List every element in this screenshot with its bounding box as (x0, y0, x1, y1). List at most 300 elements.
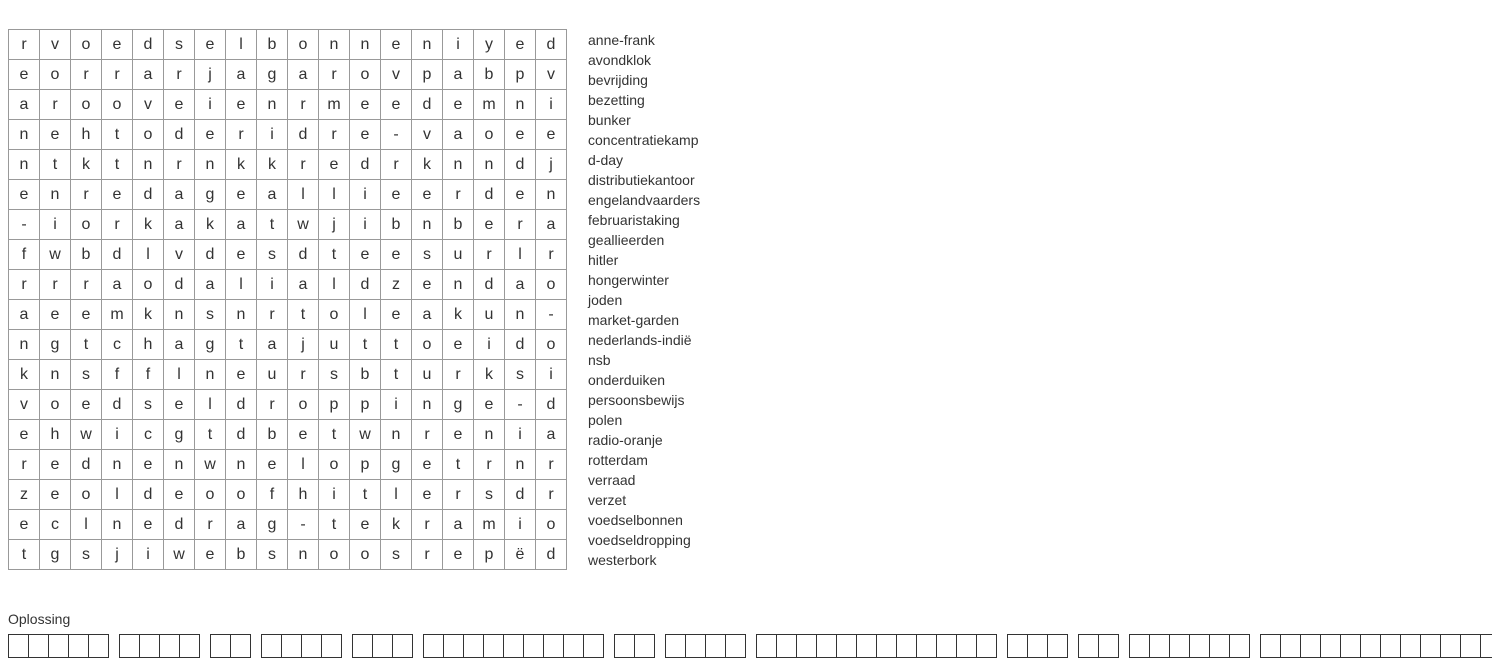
grid-cell[interactable]: f (102, 360, 133, 390)
grid-cell[interactable]: e (226, 180, 257, 210)
grid-cell[interactable]: u (412, 360, 443, 390)
grid-cell[interactable]: k (133, 300, 164, 330)
grid-cell[interactable]: z (9, 480, 40, 510)
grid-cell[interactable]: j (536, 150, 567, 180)
grid-cell[interactable]: n (102, 510, 133, 540)
grid-cell[interactable]: e (443, 90, 474, 120)
grid-cell[interactable]: r (9, 270, 40, 300)
grid-cell[interactable]: d (412, 90, 443, 120)
grid-cell[interactable]: s (505, 360, 536, 390)
grid-cell[interactable]: e (381, 300, 412, 330)
solution-letter-box[interactable] (817, 635, 837, 657)
grid-cell[interactable]: m (319, 90, 350, 120)
grid-cell[interactable]: n (164, 300, 195, 330)
grid-cell[interactable]: e (319, 150, 350, 180)
grid-cell[interactable]: a (164, 210, 195, 240)
grid-cell[interactable]: n (536, 180, 567, 210)
grid-cell[interactable]: g (40, 330, 71, 360)
grid-cell[interactable]: i (195, 90, 226, 120)
solution-letter-box[interactable] (897, 635, 917, 657)
grid-cell[interactable]: l (319, 270, 350, 300)
grid-cell[interactable]: s (381, 540, 412, 570)
grid-cell[interactable]: r (412, 510, 443, 540)
grid-cell[interactable]: e (412, 450, 443, 480)
grid-cell[interactable]: r (195, 510, 226, 540)
grid-cell[interactable]: d (505, 480, 536, 510)
grid-cell[interactable]: e (40, 480, 71, 510)
grid-cell[interactable]: r (164, 150, 195, 180)
solution-letter-box[interactable] (89, 635, 109, 657)
grid-cell[interactable]: r (412, 420, 443, 450)
solution-letter-box[interactable] (1150, 635, 1170, 657)
solution-letter-box[interactable] (1361, 635, 1381, 657)
grid-cell[interactable]: r (536, 240, 567, 270)
grid-cell[interactable]: t (226, 330, 257, 360)
grid-cell[interactable]: r (9, 30, 40, 60)
grid-cell[interactable]: d (536, 30, 567, 60)
grid-cell[interactable]: h (288, 480, 319, 510)
solution-letter-box[interactable] (686, 635, 706, 657)
solution-letter-box[interactable] (797, 635, 817, 657)
grid-cell[interactable]: e (133, 450, 164, 480)
grid-cell[interactable]: e (71, 300, 102, 330)
grid-cell[interactable]: p (350, 450, 381, 480)
solution-letter-box[interactable] (1321, 635, 1341, 657)
grid-cell[interactable]: u (474, 300, 505, 330)
solution-letter-box[interactable] (957, 635, 977, 657)
solution-letter-box[interactable] (1210, 635, 1230, 657)
grid-cell[interactable]: b (474, 60, 505, 90)
grid-cell[interactable]: n (9, 120, 40, 150)
grid-cell[interactable]: w (71, 420, 102, 450)
grid-cell[interactable]: t (102, 120, 133, 150)
solution-letter-box[interactable] (635, 635, 655, 657)
grid-cell[interactable]: e (9, 420, 40, 450)
grid-cell[interactable]: a (505, 270, 536, 300)
grid-cell[interactable]: t (319, 510, 350, 540)
grid-cell[interactable]: a (443, 60, 474, 90)
grid-cell[interactable]: t (71, 330, 102, 360)
grid-cell[interactable]: b (226, 540, 257, 570)
solution-letter-box[interactable] (666, 635, 686, 657)
grid-cell[interactable]: a (443, 510, 474, 540)
grid-cell[interactable]: d (350, 150, 381, 180)
grid-cell[interactable]: j (288, 330, 319, 360)
grid-cell[interactable]: r (319, 120, 350, 150)
grid-cell[interactable]: d (505, 150, 536, 180)
solution-letter-box[interactable] (1281, 635, 1301, 657)
grid-cell[interactable]: c (102, 330, 133, 360)
grid-cell[interactable]: e (350, 120, 381, 150)
solution-letter-box[interactable] (1261, 635, 1281, 657)
grid-cell[interactable]: d (350, 270, 381, 300)
grid-cell[interactable]: h (133, 330, 164, 360)
grid-cell[interactable]: d (474, 180, 505, 210)
grid-cell[interactable]: p (505, 60, 536, 90)
solution-letter-box[interactable] (504, 635, 524, 657)
grid-cell[interactable]: - (9, 210, 40, 240)
grid-cell[interactable]: b (257, 30, 288, 60)
grid-cell[interactable]: t (9, 540, 40, 570)
grid-cell[interactable]: o (71, 30, 102, 60)
grid-cell[interactable]: t (288, 300, 319, 330)
solution-letter-box[interactable] (564, 635, 584, 657)
grid-cell[interactable]: a (133, 60, 164, 90)
grid-cell[interactable]: ë (505, 540, 536, 570)
grid-cell[interactable]: l (319, 180, 350, 210)
grid-cell[interactable]: i (133, 540, 164, 570)
grid-cell[interactable]: v (133, 90, 164, 120)
solution-letter-box[interactable] (464, 635, 484, 657)
grid-cell[interactable]: v (40, 30, 71, 60)
grid-cell[interactable]: e (443, 540, 474, 570)
grid-cell[interactable]: o (40, 390, 71, 420)
grid-cell[interactable]: l (71, 510, 102, 540)
grid-cell[interactable]: r (443, 180, 474, 210)
grid-cell[interactable]: e (350, 510, 381, 540)
grid-cell[interactable]: r (164, 60, 195, 90)
grid-cell[interactable]: i (505, 510, 536, 540)
grid-cell[interactable]: s (195, 300, 226, 330)
grid-cell[interactable]: t (40, 150, 71, 180)
grid-cell[interactable]: w (350, 420, 381, 450)
grid-cell[interactable]: l (195, 390, 226, 420)
grid-cell[interactable]: e (381, 30, 412, 60)
solution-letter-box[interactable] (49, 635, 69, 657)
grid-cell[interactable]: r (288, 90, 319, 120)
grid-cell[interactable]: b (381, 210, 412, 240)
grid-cell[interactable]: d (474, 270, 505, 300)
solution-letter-box[interactable] (1481, 635, 1492, 657)
grid-cell[interactable]: n (226, 450, 257, 480)
grid-cell[interactable]: i (505, 420, 536, 450)
solution-letter-box[interactable] (180, 635, 200, 657)
grid-cell[interactable]: y (474, 30, 505, 60)
grid-cell[interactable]: o (71, 210, 102, 240)
grid-cell[interactable]: a (536, 420, 567, 450)
grid-cell[interactable]: r (443, 360, 474, 390)
grid-cell[interactable]: - (536, 300, 567, 330)
solution-letter-box[interactable] (484, 635, 504, 657)
grid-cell[interactable]: s (474, 480, 505, 510)
grid-cell[interactable]: k (257, 150, 288, 180)
solution-letter-box[interactable] (373, 635, 393, 657)
grid-cell[interactable]: w (288, 210, 319, 240)
grid-cell[interactable]: d (195, 240, 226, 270)
grid-cell[interactable]: r (71, 60, 102, 90)
grid-cell[interactable]: i (350, 210, 381, 240)
grid-cell[interactable]: n (133, 150, 164, 180)
grid-cell[interactable]: s (71, 360, 102, 390)
solution-letter-box[interactable] (1341, 635, 1361, 657)
grid-cell[interactable]: m (102, 300, 133, 330)
grid-cell[interactable]: r (536, 450, 567, 480)
solution-letter-box[interactable] (615, 635, 635, 657)
grid-cell[interactable]: v (381, 60, 412, 90)
solution-letter-box[interactable] (757, 635, 777, 657)
grid-cell[interactable]: n (9, 150, 40, 180)
grid-cell[interactable]: w (164, 540, 195, 570)
grid-cell[interactable]: l (133, 240, 164, 270)
solution-letter-box[interactable] (393, 635, 413, 657)
grid-cell[interactable]: z (381, 270, 412, 300)
grid-cell[interactable]: p (412, 60, 443, 90)
grid-cell[interactable]: i (474, 330, 505, 360)
solution-letter-box[interactable] (211, 635, 231, 657)
solution-letter-box[interactable] (444, 635, 464, 657)
grid-cell[interactable]: f (257, 480, 288, 510)
grid-cell[interactable]: n (195, 150, 226, 180)
grid-cell[interactable]: w (195, 450, 226, 480)
grid-cell[interactable]: e (195, 30, 226, 60)
grid-cell[interactable]: t (195, 420, 226, 450)
grid-cell[interactable]: n (195, 360, 226, 390)
grid-cell[interactable]: n (257, 90, 288, 120)
grid-cell[interactable]: p (474, 540, 505, 570)
grid-cell[interactable]: o (319, 300, 350, 330)
grid-cell[interactable]: d (226, 390, 257, 420)
grid-cell[interactable]: e (226, 240, 257, 270)
grid-cell[interactable]: e (288, 420, 319, 450)
grid-cell[interactable]: e (40, 450, 71, 480)
grid-cell[interactable]: a (412, 300, 443, 330)
solution-letter-box[interactable] (837, 635, 857, 657)
grid-cell[interactable]: u (257, 360, 288, 390)
grid-cell[interactable]: o (350, 60, 381, 90)
grid-cell[interactable]: k (71, 150, 102, 180)
solution-letter-box[interactable] (262, 635, 282, 657)
grid-cell[interactable]: c (133, 420, 164, 450)
grid-cell[interactable]: d (505, 330, 536, 360)
grid-cell[interactable]: d (536, 540, 567, 570)
solution-letter-box[interactable] (877, 635, 897, 657)
grid-cell[interactable]: t (381, 360, 412, 390)
grid-cell[interactable]: e (102, 30, 133, 60)
grid-cell[interactable]: k (412, 150, 443, 180)
grid-cell[interactable]: i (443, 30, 474, 60)
grid-cell[interactable]: e (71, 390, 102, 420)
solution-letter-box[interactable] (706, 635, 726, 657)
grid-cell[interactable]: s (71, 540, 102, 570)
grid-cell[interactable]: r (536, 480, 567, 510)
grid-cell[interactable]: s (164, 30, 195, 60)
grid-cell[interactable]: k (443, 300, 474, 330)
grid-cell[interactable]: r (71, 180, 102, 210)
grid-cell[interactable]: o (319, 540, 350, 570)
grid-cell[interactable]: r (288, 150, 319, 180)
grid-cell[interactable]: d (133, 30, 164, 60)
grid-cell[interactable]: l (226, 270, 257, 300)
grid-cell[interactable]: g (257, 60, 288, 90)
grid-cell[interactable]: o (536, 330, 567, 360)
grid-cell[interactable]: l (288, 450, 319, 480)
grid-cell[interactable]: h (40, 420, 71, 450)
grid-cell[interactable]: l (505, 240, 536, 270)
grid-cell[interactable]: n (102, 450, 133, 480)
grid-cell[interactable]: s (257, 240, 288, 270)
solution-letter-box[interactable] (1441, 635, 1461, 657)
grid-cell[interactable]: v (9, 390, 40, 420)
grid-cell[interactable]: b (350, 360, 381, 390)
grid-cell[interactable]: o (40, 60, 71, 90)
grid-cell[interactable]: r (257, 300, 288, 330)
grid-cell[interactable]: d (536, 390, 567, 420)
grid-cell[interactable]: k (9, 360, 40, 390)
grid-cell[interactable]: e (226, 90, 257, 120)
grid-cell[interactable]: e (381, 90, 412, 120)
grid-cell[interactable]: i (536, 360, 567, 390)
grid-cell[interactable]: d (164, 510, 195, 540)
grid-cell[interactable]: g (443, 390, 474, 420)
grid-cell[interactable]: j (195, 60, 226, 90)
grid-cell[interactable]: k (226, 150, 257, 180)
grid-cell[interactable]: w (40, 240, 71, 270)
grid-cell[interactable]: n (9, 330, 40, 360)
grid-cell[interactable]: e (133, 510, 164, 540)
grid-cell[interactable]: e (412, 480, 443, 510)
grid-cell[interactable]: e (536, 120, 567, 150)
solution-letter-box[interactable] (524, 635, 544, 657)
grid-cell[interactable]: l (226, 30, 257, 60)
grid-cell[interactable]: a (443, 120, 474, 150)
grid-cell[interactable]: n (443, 270, 474, 300)
grid-cell[interactable]: j (319, 210, 350, 240)
solution-letter-box[interactable] (1170, 635, 1190, 657)
grid-cell[interactable]: e (412, 180, 443, 210)
grid-cell[interactable]: n (505, 90, 536, 120)
grid-cell[interactable]: d (288, 240, 319, 270)
grid-cell[interactable]: o (71, 90, 102, 120)
grid-cell[interactable]: o (536, 510, 567, 540)
grid-cell[interactable]: l (288, 180, 319, 210)
solution-letter-box[interactable] (1401, 635, 1421, 657)
grid-cell[interactable]: o (102, 90, 133, 120)
grid-cell[interactable]: v (164, 240, 195, 270)
grid-cell[interactable]: d (226, 420, 257, 450)
grid-cell[interactable]: o (195, 480, 226, 510)
grid-cell[interactable]: c (40, 510, 71, 540)
grid-cell[interactable]: o (288, 390, 319, 420)
grid-cell[interactable]: a (226, 510, 257, 540)
solution-letter-box[interactable] (726, 635, 746, 657)
grid-cell[interactable]: a (288, 270, 319, 300)
grid-cell[interactable]: r (40, 90, 71, 120)
grid-cell[interactable]: e (164, 480, 195, 510)
solution-letter-box[interactable] (120, 635, 140, 657)
grid-cell[interactable]: g (40, 540, 71, 570)
grid-cell[interactable]: t (443, 450, 474, 480)
grid-cell[interactable]: k (381, 510, 412, 540)
solution-letter-box[interactable] (9, 635, 29, 657)
grid-cell[interactable]: e (381, 180, 412, 210)
grid-cell[interactable]: e (9, 510, 40, 540)
grid-cell[interactable]: g (164, 420, 195, 450)
solution-letter-box[interactable] (140, 635, 160, 657)
solution-letter-box[interactable] (1190, 635, 1210, 657)
solution-letter-box[interactable] (282, 635, 302, 657)
solution-letter-box[interactable] (917, 635, 937, 657)
solution-letter-box[interactable] (1421, 635, 1441, 657)
grid-cell[interactable]: m (474, 90, 505, 120)
grid-cell[interactable]: e (226, 360, 257, 390)
grid-cell[interactable]: e (9, 60, 40, 90)
solution-letter-box[interactable] (231, 635, 251, 657)
grid-cell[interactable]: e (164, 90, 195, 120)
grid-cell[interactable]: n (474, 150, 505, 180)
grid-cell[interactable]: t (381, 330, 412, 360)
grid-cell[interactable]: i (40, 210, 71, 240)
grid-cell[interactable]: r (474, 450, 505, 480)
grid-cell[interactable]: r (381, 150, 412, 180)
grid-cell[interactable]: n (381, 420, 412, 450)
solution-letter-box[interactable] (160, 635, 180, 657)
solution-letter-box[interactable] (353, 635, 373, 657)
solution-letter-box[interactable] (1048, 635, 1068, 657)
grid-cell[interactable]: j (102, 540, 133, 570)
grid-cell[interactable]: v (536, 60, 567, 90)
grid-cell[interactable]: r (505, 210, 536, 240)
grid-cell[interactable]: e (443, 330, 474, 360)
grid-cell[interactable]: i (102, 420, 133, 450)
grid-cell[interactable]: e (195, 120, 226, 150)
grid-cell[interactable]: e (474, 390, 505, 420)
solution-letter-box[interactable] (1028, 635, 1048, 657)
solution-letter-box[interactable] (1301, 635, 1321, 657)
grid-cell[interactable]: d (164, 270, 195, 300)
grid-cell[interactable]: d (102, 390, 133, 420)
grid-cell[interactable]: a (195, 270, 226, 300)
grid-cell[interactable]: e (350, 240, 381, 270)
grid-cell[interactable]: e (9, 180, 40, 210)
grid-cell[interactable]: p (350, 390, 381, 420)
grid-cell[interactable]: u (443, 240, 474, 270)
grid-cell[interactable]: n (412, 30, 443, 60)
grid-cell[interactable]: n (412, 210, 443, 240)
grid-cell[interactable]: n (319, 30, 350, 60)
grid-cell[interactable]: - (381, 120, 412, 150)
grid-cell[interactable]: r (9, 450, 40, 480)
grid-cell[interactable]: e (257, 450, 288, 480)
grid-cell[interactable]: a (226, 210, 257, 240)
grid-cell[interactable]: e (40, 300, 71, 330)
grid-cell[interactable]: s (257, 540, 288, 570)
grid-cell[interactable]: r (40, 270, 71, 300)
grid-cell[interactable]: s (133, 390, 164, 420)
grid-cell[interactable]: r (102, 60, 133, 90)
grid-cell[interactable]: a (288, 60, 319, 90)
grid-cell[interactable]: n (40, 180, 71, 210)
grid-cell[interactable]: g (381, 450, 412, 480)
grid-cell[interactable]: g (195, 330, 226, 360)
grid-cell[interactable]: a (164, 330, 195, 360)
grid-cell[interactable]: f (9, 240, 40, 270)
grid-cell[interactable]: i (257, 120, 288, 150)
grid-cell[interactable]: d (133, 180, 164, 210)
grid-cell[interactable]: p (319, 390, 350, 420)
grid-cell[interactable]: r (443, 480, 474, 510)
grid-cell[interactable]: r (319, 60, 350, 90)
grid-cell[interactable]: o (71, 480, 102, 510)
grid-cell[interactable]: t (257, 210, 288, 240)
grid-cell[interactable]: k (474, 360, 505, 390)
solution-letter-box[interactable] (1099, 635, 1119, 657)
grid-cell[interactable]: l (164, 360, 195, 390)
solution-letter-box[interactable] (424, 635, 444, 657)
grid-cell[interactable]: t (319, 240, 350, 270)
grid-cell[interactable]: n (164, 450, 195, 480)
grid-cell[interactable]: a (226, 60, 257, 90)
solution-letter-box[interactable] (1130, 635, 1150, 657)
